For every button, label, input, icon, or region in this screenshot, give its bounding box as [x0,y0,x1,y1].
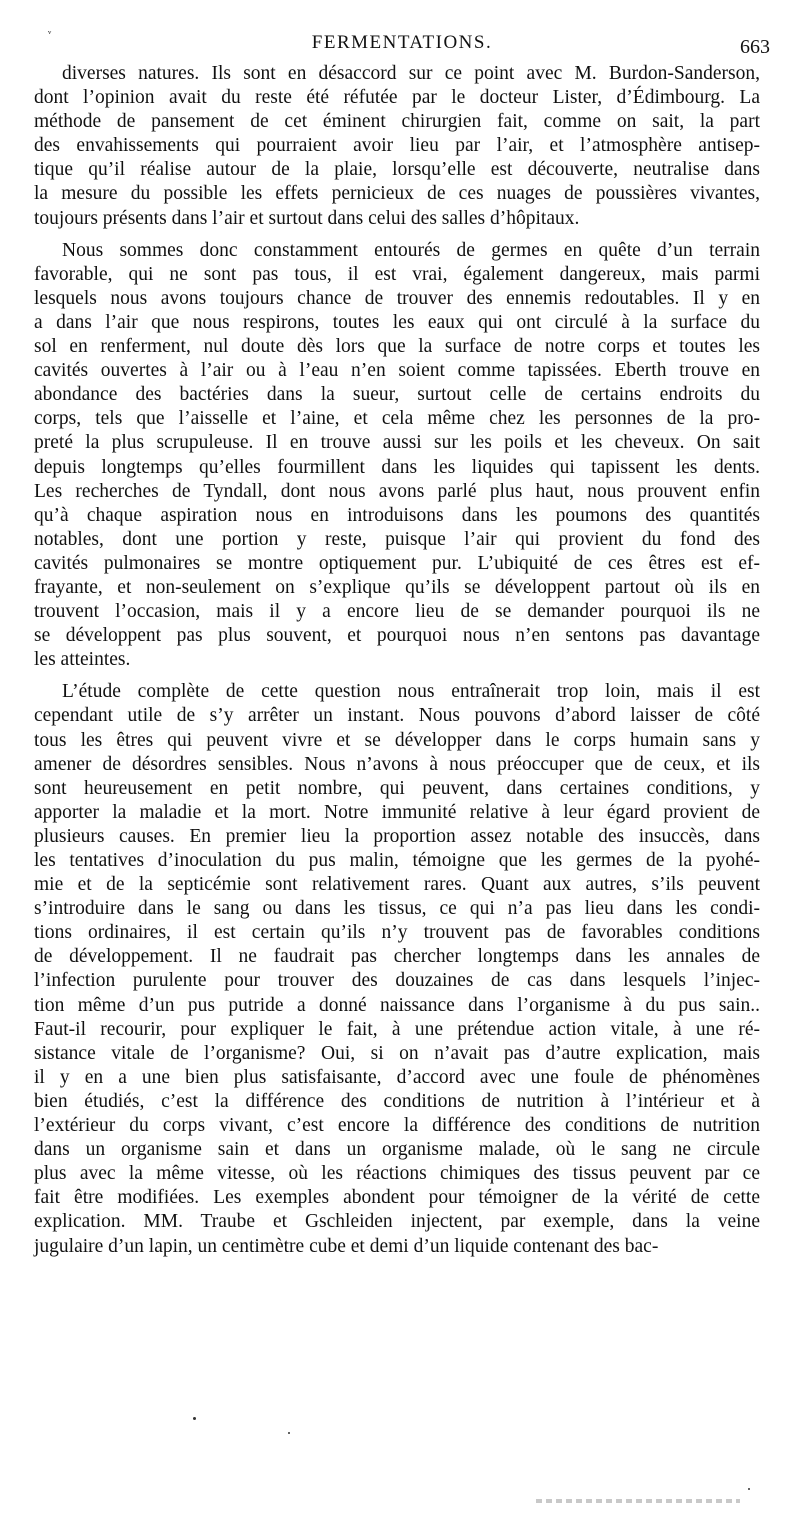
text-line: l’infection purulente pour trouver des douzaines de cas dans lesquels l’injec- [34,970,760,992]
text-line: dont l’opinion avait du reste été réfutée par le docteur Lister, d’Édimbourg. La [34,87,760,109]
text-line: de développement. Il ne faudrait pas chercher longtemps dans les annales de [34,946,760,968]
running-title: FERMENTATIONS. [311,32,493,53]
text-line: s’introduire dans le sang ou dans les tissus, ce qui n’a pas lieu dans les condi- [34,898,760,920]
text-line: explication. MM. Traube et Gschleiden injectent, par exemple, dans la veine [34,1211,760,1233]
text-line: Les recherches de Tyndall, dont nous avons parlé plus haut, nous prouvent enfin [34,480,760,502]
text-line: tous les êtres qui peuvent vivre et se développer dans le corps humain sans y [34,729,760,751]
text-line: des envahissements qui pourraient avoir lieu par l’air, et l’atmosphère antisep- [34,135,760,157]
text-line: méthode de pansement de cet éminent chirurgien fait, comme on sait, la part [34,111,760,133]
text-line: qu’à chaque aspiration nous en introduisons dans les poumons des quantités [34,504,760,526]
text-line: plusieurs causes. En premier lieu la proportion assez notable des insuccès, dans [34,825,760,847]
text-line: Nous sommes donc constamment entourés de germes en quête d’un terrain [62,239,760,261]
text-line: trouvent l’occasion, mais il y a encore lieu de se demander pourquoi ils ne [34,601,760,623]
text-line: favorable, qui ne sont pas tous, il est vrai, également dangereux, mais parmi [34,263,760,285]
text-line: jugulaire d’un lapin, un centimètre cube et demi d’un liquide contenant des bac- [34,1235,659,1257]
paragraph [34,62,760,231]
text-line: frayante, et non-seulement on s’explique qu’ils se développent partout où ils en [34,576,760,598]
text-line: corps, tels que l’aisselle et l’aine, et cela même chez les personnes de la pro- [34,408,760,430]
text-line: L’étude complète de cette question nous entraînerait trop loin, mais il est [62,681,760,703]
text-line: cavités ouvertes à l’air ou à l’eau n’en soient comme tapissées. Eberth trouve en [34,360,760,382]
text-line: sont heureusement en petit nombre, qui peuvent, dans certaines conditions, y [34,777,760,799]
text-line: se développent pas plus souvent, et pourquoi nous n’en sentons pas davantage [34,625,760,647]
page-number: 663 [740,36,770,58]
running-header [34,28,770,60]
text-line: depuis longtemps qu’elles fourmillent dans les liquides qui tapissent les dents. [34,456,760,478]
text-line: toujours présents dans l’air et surtout dans celui des salles d’hôpitaux. [34,207,580,229]
text-line: sistance vitale de l’organisme? Oui, si on n’avait pas d’autre explication, mais [34,1042,760,1064]
text-line: tion même d’un pus putride a donné naissance dans l’organisme à du pus sain.. [34,994,760,1016]
text-line: il y en a une bien plus satisfaisante, d’accord avec une foule de phénomènes [34,1066,760,1088]
text-line: l’extérieur du corps vivant, c’est encore la différence des conditions de nutrition [34,1115,760,1137]
text-line: amener de désordres sensibles. Nous n’avons à nous préoccuper que de ceux, et ils [34,753,760,775]
text-line: preté la plus scrupuleuse. Il en trouve aussi sur les poils et les cheveux. On sait [34,432,760,454]
text-line: notables, dont une portion y reste, puisque l’air qui provient du fond des [34,528,760,550]
faint-bleed-through [536,1499,740,1503]
text-line: diverses natures. Ils sont en désaccord sur ce point avec M. Burdon-Sanderson, [62,63,760,84]
text-line: bien étudiés, c’est la différence des conditions de nutrition à l’intérieur et à [34,1090,760,1112]
text-line: abondance des bactéries dans la sueur, surtout celle de certains endroits du [34,384,760,406]
text-line: fait être modifiées. Les exemples abondent pour témoigner de la vérité de cette [34,1187,760,1209]
text-line: sol en renferment, nul doute dès lors que la surface de notre corps et toutes les [34,336,760,358]
text-line: cependant utile de s’y arrêter un instant. Nous pouvons d’abord laisser de côté [34,705,760,727]
speck [288,1432,290,1434]
speck [193,1417,196,1420]
text-line: les atteintes. [34,649,131,671]
text-line: tique qu’il réalise autour de la plaie, lorsqu’elle est découverte, neutralise dans [34,159,760,181]
text-line: apporter la maladie et la mort. Notre immunité relative à leur égard provient de [34,801,760,823]
header-mark: ᵛ [48,28,52,40]
text-line: mie et de la septicémie sont relativement rares. Quant aux autres, s’ils peuvent [34,874,760,896]
text-line: Faut-il recourir, pour expliquer le fait, à une prétendue action vitale, à une ré- [34,1018,760,1040]
text-line: tions ordinaires, il est certain qu’ils n’y trouvent pas de favorables conditions [34,922,760,944]
body-text [34,62,760,1267]
text-line: dans un organisme sain et dans un organisme malade, où le sang ne circule [34,1139,760,1161]
text-line: a dans l’air que nous respirons, toutes les eaux qui ont circulé à la surface du [34,311,760,333]
paragraph [34,680,760,1258]
text-line: les tentatives d’inoculation du pus malin, témoigne que les germes de la pyohé- [34,850,760,871]
paragraph [34,239,760,673]
text-line: lesquels nous avons toujours chance de trouver des ennemis redoutables. Il y en [34,287,760,309]
text-line: plus avec la même vitesse, où les réactions chimiques des tissus peuvent par ce [34,1163,760,1185]
text-line: la mesure du possible les effets pernicieux de ces nuages de poussières vivantes, [34,183,760,205]
speck [748,1488,750,1490]
text-line: cavités pulmonaires se montre optiquement pur. L’ubiquité de ces êtres est ef- [34,552,760,574]
